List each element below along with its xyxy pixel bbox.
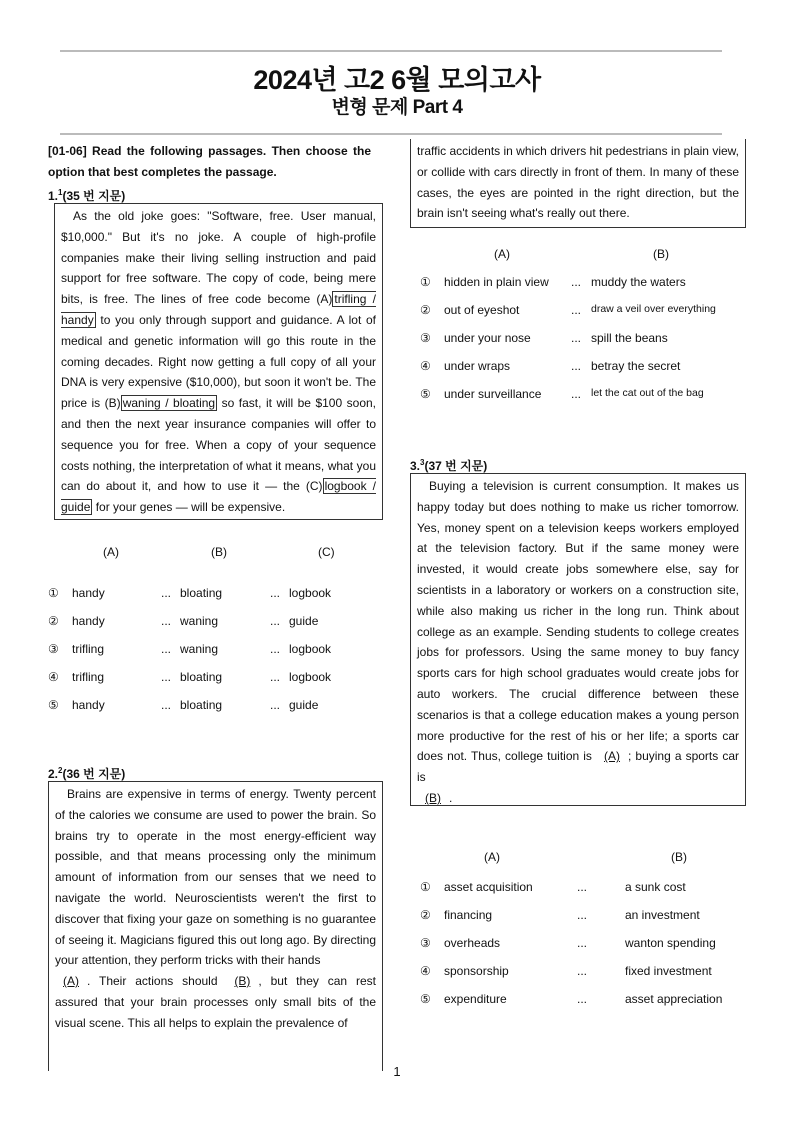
option-text: guide <box>289 698 319 712</box>
choice-box-a: trifling / handy <box>61 292 376 327</box>
ellipsis: ... <box>571 387 582 401</box>
option-number: ② <box>420 908 431 922</box>
blank-b: (B) <box>234 974 251 989</box>
passage-text: traffic accidents in which drivers hit pedestrians in plain view, or collide with cars directly in front of them. In many of these cases, the eyes are pointed in the right direction, but the brain isn't seeing what's really out there. <box>417 144 739 221</box>
ellipsis: ... <box>571 303 582 317</box>
option-text: under surveillance <box>444 387 542 401</box>
option-text: guide <box>289 614 319 628</box>
ellipsis: ... <box>161 698 172 712</box>
option-number: ⑤ <box>420 387 431 401</box>
blank-a: (A) <box>603 749 620 764</box>
q1-number: 1. <box>48 189 59 203</box>
ellipsis: ... <box>571 275 582 289</box>
option-row[interactable] <box>420 359 750 379</box>
option-text: let the cat out of the bag <box>591 387 704 399</box>
option-number: ④ <box>420 964 431 978</box>
q3-options <box>420 850 750 1010</box>
option-number: ③ <box>420 331 431 345</box>
q2-number: 2. <box>48 767 59 781</box>
option-text: handy <box>72 698 105 712</box>
option-row[interactable] <box>48 614 383 634</box>
passage-text: so fast, it will be $100 soon, and then the next year insurance companies will offer to sequence you for free. When a copy of your sequence costs nothing, the interpretation of what it means, what you can do about it, and how to use it — the (C) <box>61 396 377 494</box>
option-row[interactable] <box>420 275 750 295</box>
q1-passage <box>54 203 383 520</box>
instructions: [01-06] Read the following passages. Then choose the option that best completes the passage. <box>48 144 371 179</box>
page-title: 2024년 고2 6월 모의고사 <box>253 65 541 95</box>
option-row[interactable] <box>420 387 750 407</box>
ellipsis: ... <box>270 698 281 712</box>
option-text: waning <box>180 642 219 656</box>
option-text: hidden in plain view <box>444 275 549 289</box>
option-number: ④ <box>48 670 59 684</box>
ellipsis: ... <box>161 586 172 600</box>
option-row[interactable] <box>420 331 750 351</box>
col-header: (C) <box>318 545 335 559</box>
q1-footnote: 1 <box>58 188 63 197</box>
page-number: 1 <box>393 1064 401 1079</box>
option-text: asset acquisition <box>444 880 533 894</box>
option-text: bloating <box>180 698 223 712</box>
ellipsis: ... <box>571 331 582 345</box>
ellipsis: ... <box>577 936 588 950</box>
option-row[interactable] <box>420 964 750 984</box>
option-text: handy <box>72 614 105 628</box>
top-rule <box>60 50 722 52</box>
option-text: draw a veil over everything <box>591 303 716 315</box>
ellipsis: ... <box>571 359 582 373</box>
option-row[interactable] <box>48 670 383 690</box>
option-row[interactable] <box>420 992 750 1012</box>
option-text: asset appreciation <box>625 992 723 1006</box>
passage-text: . Their actions should <box>87 974 218 989</box>
option-text: logbook <box>289 670 332 684</box>
q2-passage-continued <box>410 139 746 228</box>
passage-text: for your genes — will be expensive. <box>95 500 286 515</box>
option-row[interactable] <box>48 698 383 718</box>
option-number: ① <box>420 275 431 289</box>
option-number: ③ <box>420 936 431 950</box>
option-row[interactable] <box>48 642 383 662</box>
passage-text: Brains are expensive in terms of energy. Twenty percent of the calories we consume are used to power the brain. So brains try to operate in the most energy-efficient way possible, and that means processing only the minimum amount of information from our senses that we need to navigate the world. Neuroscientists weren't the first to discover that fixing your gaze on something is no guarantee of seeing it. Magicians figured this out long ago. By directing your attention, they perform tricks with their hands <box>55 787 376 968</box>
ellipsis: ... <box>577 880 588 894</box>
ellipsis: ... <box>270 670 281 684</box>
col-header: (A) <box>103 545 119 559</box>
ellipsis: ... <box>270 614 281 628</box>
option-text: spill the beans <box>591 331 668 345</box>
option-text: an investment <box>625 908 700 922</box>
ellipsis: ... <box>161 614 172 628</box>
option-number: ② <box>48 614 59 628</box>
passage-text: Buying a television is current consumption. It makes us happy today but does nothing to make us richer tomorrow. Yes, money spent on a television keeps workers employed at the television factory. But if the same money were invested, it would create jobs somewhere else, say for scientists in a laboratory or workers on a construction site, while also making us richer in the long run. Think about college as an example. Sending students to college creates jobs for professors. Using the same money to buy fancy sports cars for high school graduates would create jobs for auto workers. The crucial difference between these scenarios is that a college education makes a young person more productive for the rest of his or her life; a sports car does not. Thus, college tuition is <box>417 479 739 764</box>
header-rule <box>60 133 722 135</box>
option-text: logbook <box>289 642 332 656</box>
q3-passage <box>410 473 746 806</box>
option-number: ① <box>48 586 59 600</box>
option-text: overheads <box>444 936 501 950</box>
option-text: trifling <box>72 670 105 684</box>
ellipsis: ... <box>270 642 281 656</box>
passage-text: As the old joke goes: "Software, free. User manual, $10,000." But it's no joke. A couple of high-profile companies make their living selling instruction and paid support for free software. The copy of code, being mere bits, is free. The lines of free code become (A) <box>61 209 376 307</box>
ellipsis: ... <box>577 992 588 1006</box>
ellipsis: ... <box>577 964 588 978</box>
passage-text: . <box>449 790 453 805</box>
option-row[interactable] <box>420 936 750 956</box>
q2-passage <box>48 781 383 1071</box>
option-row[interactable] <box>420 303 750 323</box>
option-text: bloating <box>180 586 223 600</box>
option-number: ⑤ <box>48 698 59 712</box>
option-row[interactable] <box>420 908 750 928</box>
blank-b: (B) <box>425 790 441 805</box>
q1-source: (35 번 지문) <box>62 189 126 203</box>
option-number: ③ <box>48 642 59 656</box>
ellipsis: ... <box>270 586 281 600</box>
choice-box-c: logbook / guide <box>61 479 377 515</box>
option-number: ② <box>420 303 431 317</box>
option-text: trifling <box>72 642 105 656</box>
option-row[interactable] <box>420 880 750 900</box>
passage-text: ; buying a sports car is <box>417 749 739 785</box>
option-text: waning <box>180 614 219 628</box>
option-text: fixed investment <box>625 964 712 978</box>
option-text: bloating <box>180 670 223 684</box>
option-text: a sunk cost <box>625 880 686 894</box>
option-text: logbook <box>289 586 332 600</box>
option-text: expenditure <box>444 992 507 1006</box>
q2-options <box>420 247 750 407</box>
option-text: financing <box>444 908 493 922</box>
q3-source: (37 번 지문) <box>424 459 488 473</box>
option-text: under your nose <box>444 331 531 345</box>
col-header: (B) <box>653 247 669 261</box>
option-text: sponsorship <box>444 964 509 978</box>
ellipsis: ... <box>161 670 172 684</box>
col-header: (A) <box>494 247 510 261</box>
q2-footnote: 2 <box>58 766 63 775</box>
option-text: out of eyeshot <box>444 303 520 317</box>
col-header: (B) <box>211 545 227 559</box>
option-text: under wraps <box>444 359 511 373</box>
q1-options <box>48 545 383 725</box>
option-text: betray the secret <box>591 359 681 373</box>
option-number: ⑤ <box>420 992 431 1006</box>
option-number: ① <box>420 880 431 894</box>
ellipsis: ... <box>577 908 588 922</box>
page-subtitle: 변형 문제 Part 4 <box>331 97 463 118</box>
q3-footnote: 3 <box>420 458 425 467</box>
choice-box-b: waning / bloating <box>122 396 216 411</box>
col-header: (A) <box>484 850 500 864</box>
option-text: wanton spending <box>625 936 716 950</box>
q3-number: 3. <box>410 459 421 473</box>
option-number: ④ <box>420 359 431 373</box>
option-row[interactable] <box>48 586 383 606</box>
passage-text: to you only through support and guidance. A lot of medical and genetic information will go this route in the coming decades. Right now getting a full copy of all your DNA is very expensive ($10,000), but soon it won't be. The price is (B) <box>61 312 376 411</box>
col-header: (B) <box>671 850 687 864</box>
q2-source: (36 번 지문) <box>62 767 126 781</box>
passage-text: , but they can rest assured that your brain processes only small bits of the visual scene. This all helps to explain the prevalence of <box>55 974 376 1030</box>
option-text: muddy the waters <box>591 275 686 289</box>
ellipsis: ... <box>161 642 172 656</box>
option-text: handy <box>72 586 105 600</box>
blank-a: (A) <box>63 974 79 989</box>
